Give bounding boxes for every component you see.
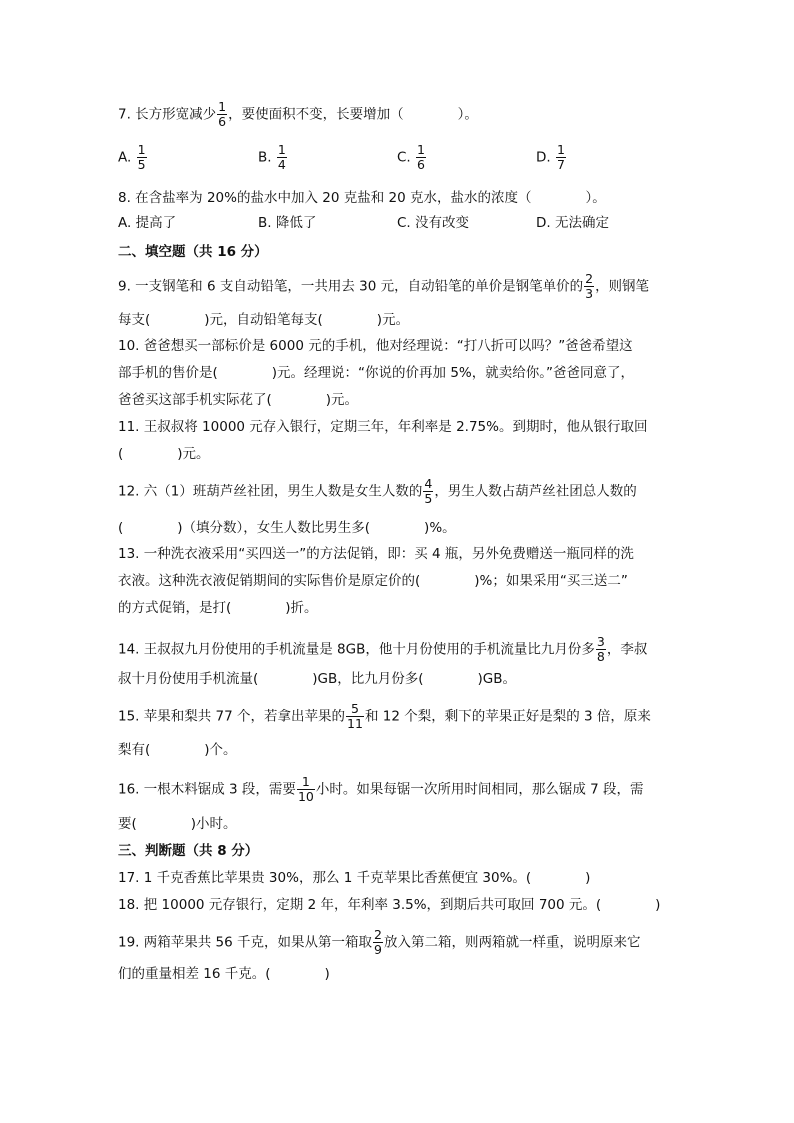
question-14-line-2: 叔十月份使用手机流量( )GB，比九月份多( )GB。 xyxy=(118,671,517,687)
question-16: 16. 一根木料锯成 3 段，需要 $\frac{1}{10}$ 小时。如果每锯一次所用时间相同，那么锯成 7 段，需 xyxy=(118,774,644,804)
question-9-line-2: 每支( )元，自动铅笔每支( )元。 xyxy=(118,312,410,328)
option-a: A. $\frac{1}{5}$ xyxy=(118,142,146,172)
option-c: C. 没有改变 xyxy=(397,215,470,231)
question-9: 9. 一支钢笔和 6 支自动铅笔，一共用去 30 元，自动铅笔的单价是钢笔单价的 $\frac{2}{3}$ ，则钢笔 xyxy=(118,271,650,301)
question-14: 14. 王叔叔九月份使用的手机流量是 8GB，他十月份使用的手机流量比九月份多 $\frac{3}{8}$ ，李叔 xyxy=(118,634,648,664)
question-10: 10. 爸爸想买一部标价是 6000 元的手机，他对经理说：“打八折可以吗？”爸爸希望这 xyxy=(118,338,633,354)
question-8: 8. 在含盐率为 20%的盐水中加入 20 克盐和 20 克水，盐水的浓度（ ）。 xyxy=(118,190,606,206)
question-11: 11. 王叔叔将 10000 元存入银行，定期三年，年利率是 2.75%。到期时，他从银行取回 xyxy=(118,419,648,435)
question-16-line-2: 要( )小时。 xyxy=(118,816,237,832)
question-18: 18. 把 10000 元存银行，定期 2 年，年利率 3.5%，到期后共可取回 700 元。( ) xyxy=(118,897,661,913)
section-heading: 二、填空题（共 16 分） xyxy=(118,244,268,260)
question-19: 19. 两箱苹果共 56 千克，如果从第一箱取 $\frac{2}{9}$ 放入第二箱，则两箱就一样重，说明原来它 xyxy=(118,927,641,957)
option-b: B. $\frac{1}{4}$ xyxy=(258,142,286,172)
question-13: 13. 一种洗衣液采用“买四送一”的方法促销，即：买 4 瓶，另外免费赠送一瓶同样的洗 xyxy=(118,546,634,562)
question-12: 12. 六（1）班葫芦丝社团，男生人数是女生人数的 $\frac{4}{5}$ ，男生人数占葫芦丝社团总人数的 xyxy=(118,476,637,506)
question-13-line-3: 的方式促销，是打( )折。 xyxy=(118,600,318,616)
question-10-line-2: 部手机的售价是( )元。经理说：“你说的价再加 5%，就卖给你。”爸爸同意了， xyxy=(118,365,634,381)
option-d: D. $\frac{1}{7}$ xyxy=(536,142,565,172)
question-17: 17. 1 千克香蕉比苹果贵 30%，那么 1 千克苹果比香蕉便宜 30%。( ) xyxy=(118,870,591,886)
option-b: B. 降低了 xyxy=(258,215,317,231)
question-19-line-2: 们的重量相差 16 千克。( ) xyxy=(118,966,330,982)
option-c: C. $\frac{1}{6}$ xyxy=(397,142,425,172)
question-13-line-2: 衣液。这种洗衣液促销期间的实际售价是原定价的( )%；如果采用“买三送二” xyxy=(118,573,628,589)
fraction: $\frac{1}{6}$ xyxy=(218,99,227,129)
section-heading: 三、判断题（共 8 分） xyxy=(118,843,259,859)
question-12-line-2: ( )（填分数），女生人数比男生多( )%。 xyxy=(118,520,456,536)
question-7: 7. 长方形宽减少 $\frac{1}{6}$ ，要使面积不变，长要增加（ ）。 xyxy=(118,99,478,129)
question-15: 15. 苹果和梨共 77 个，若拿出苹果的 $\frac{5}{11}$ 和 12 个梨，剩下的苹果正好是梨的 3 倍，原来 xyxy=(118,701,651,731)
option-a: A. 提高了 xyxy=(118,215,177,231)
question-11-line-2: ( )元。 xyxy=(118,446,210,462)
question-10-line-3: 爸爸买这部手机实际花了( )元。 xyxy=(118,392,359,408)
option-d: D. 无法确定 xyxy=(536,215,609,231)
question-15-line-2: 梨有( )个。 xyxy=(118,742,237,758)
